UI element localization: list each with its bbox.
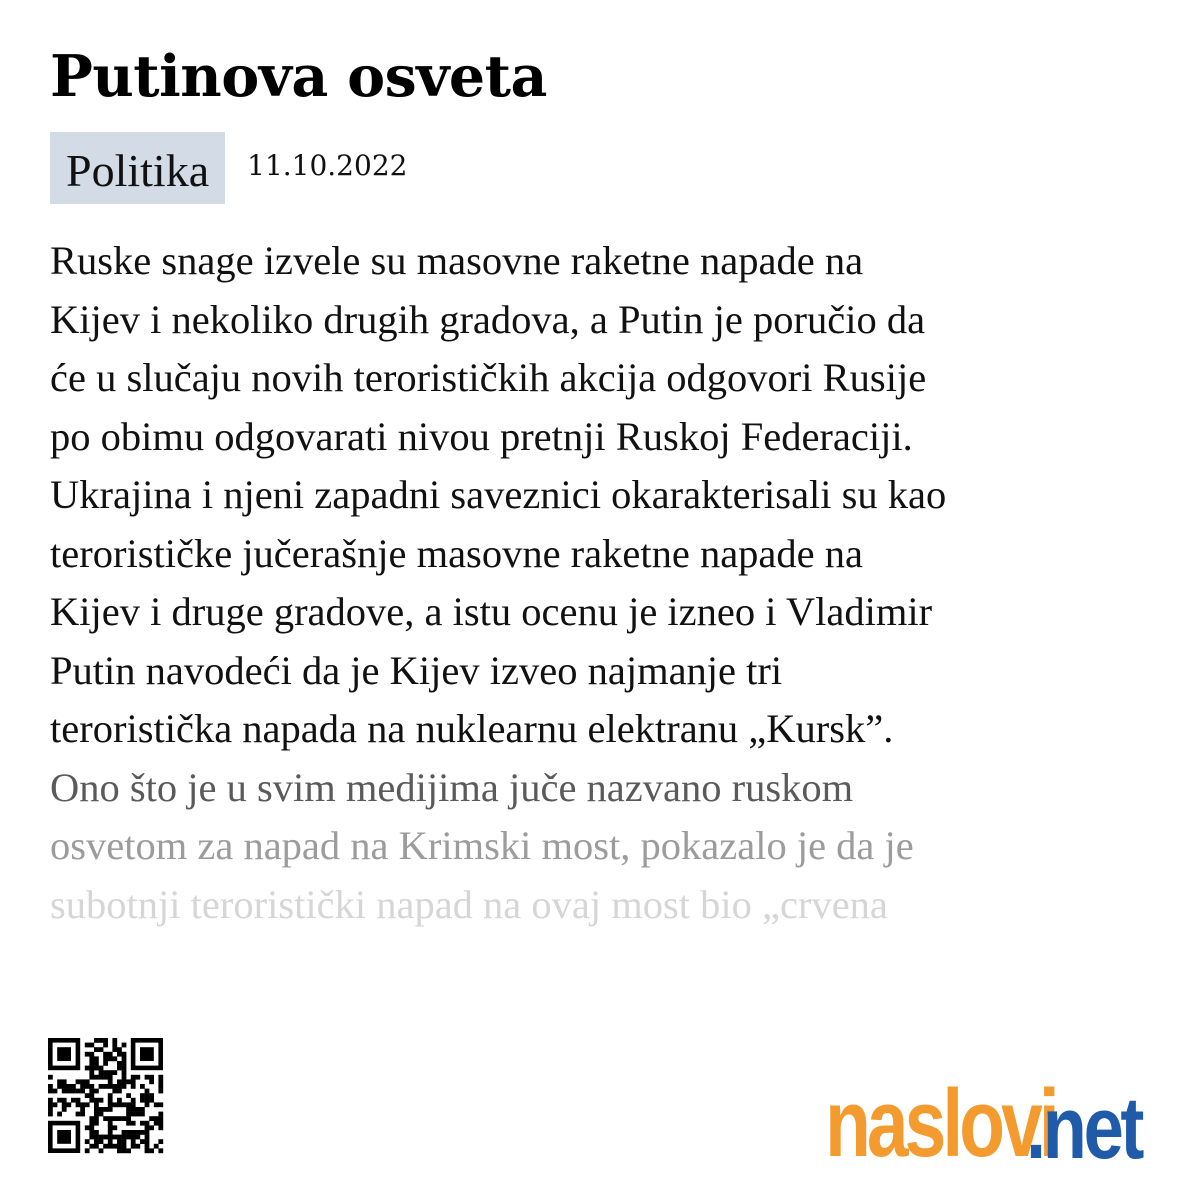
logo-tld-text: .net <box>1025 1078 1141 1177</box>
body-line: Ukrajina i njeni zapadni saveznici okarakterisali su kao <box>50 472 947 517</box>
body-line-fading: osvetom za napad na Krimski most, pokazalo je da je <box>50 823 914 868</box>
body-line-fading: subotnji teroristički napad na ovaj most bio „crvena <box>50 881 888 927</box>
article-meta <box>50 132 407 204</box>
category-badge[interactable]: Politika <box>50 132 225 204</box>
body-line: će u slučaju novih terorističkih akcija odgovori Rusije <box>50 355 927 400</box>
body-line: Kijev i druge gradove, a istu ocenu je izneo i Vladimir <box>50 589 933 634</box>
body-line: terorističke jučerašnje masovne raketne napade na <box>50 530 863 576</box>
body-line: Putin navodeći da je Kijev izveo najmanje tri <box>50 647 783 693</box>
body-line-fading: Ono što je u svim medijima juče nazvano ruskom <box>50 764 854 810</box>
article-date: 11.10.2022 <box>247 149 408 182</box>
article-title: Putinova osveta <box>50 43 547 110</box>
body-line: teroristička napada na nuklearnu elektranu „Kursk”. <box>50 706 894 751</box>
qr-code-icon[interactable] <box>46 1036 166 1166</box>
site-logo[interactable] <box>760 1062 1166 1177</box>
article-body <box>50 232 1150 934</box>
body-line: Ruske snage izvele su masovne raketne napade na <box>50 238 864 283</box>
logo-main-text: naslovi <box>824 1070 1056 1177</box>
body-line: po obimu odgovarati nivou pretnji Ruskoj Federaciji. <box>50 413 913 459</box>
body-line: Kijev i nekoliko drugih gradova, a Putin je poručio da <box>50 296 926 342</box>
